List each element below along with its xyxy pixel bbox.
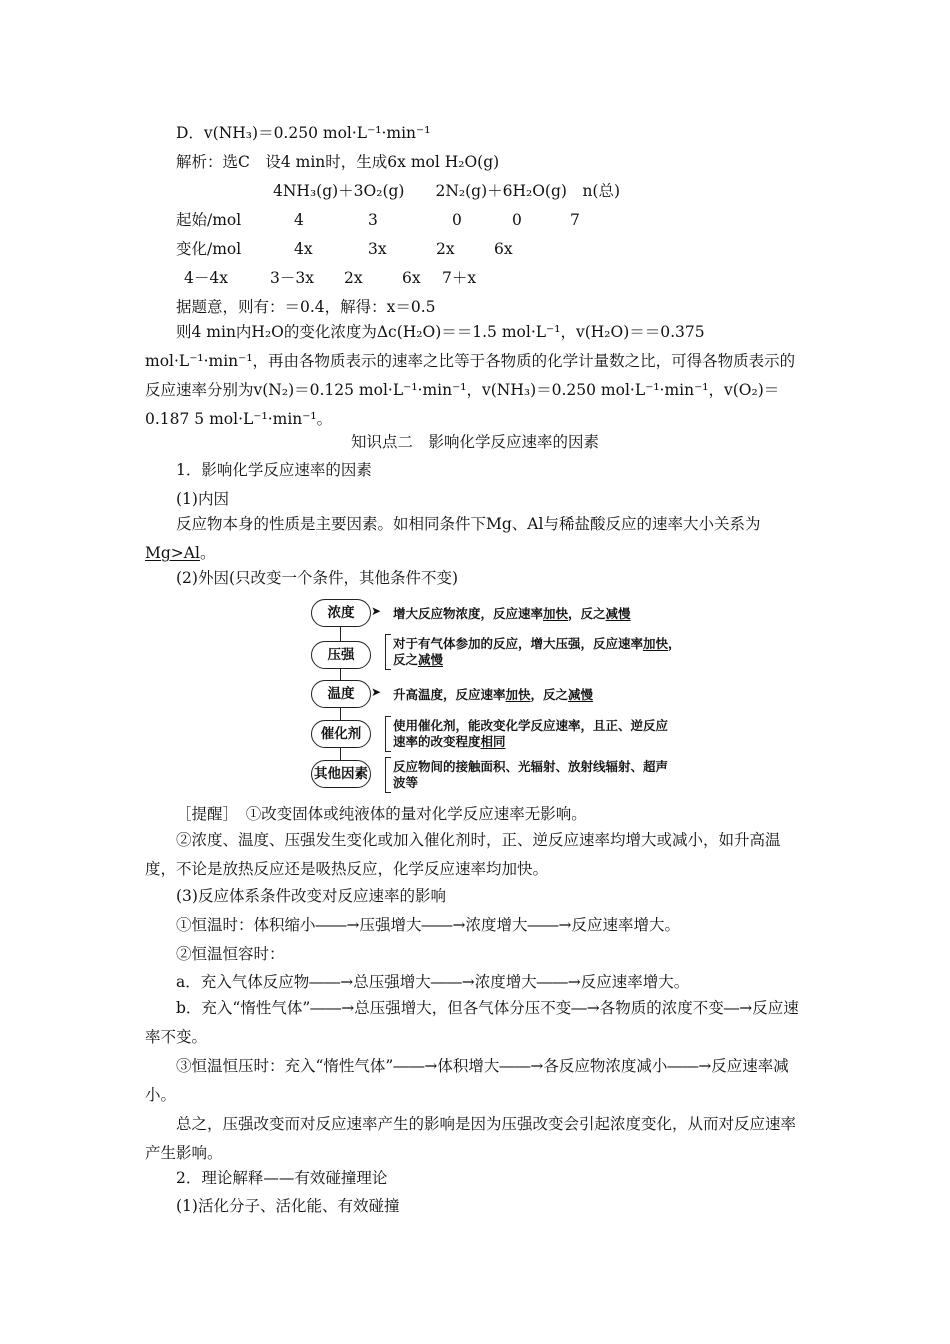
- s1-title: 1．影响化学反应速率的因素: [176, 461, 372, 479]
- desc-text: 反之: [393, 652, 419, 667]
- reminder-2: ②浓度、温度、压强发生变化或加入催化剂时，正、逆反应速率均增大或减小，如升高温度，不论是放热反应还是吸热反应，化学反应速率均加快。: [145, 831, 781, 878]
- desc-pressure: [393, 636, 681, 668]
- summary: 总之，压强改变而对反应速率产生的影响是因为压强改变会引起浓度变化，从而对反应速率产生影响。: [145, 1115, 797, 1162]
- s3-item-2a: a．充入气体反应物――→总压强增大――→浓度增大――→反应速率增大。: [176, 973, 690, 991]
- table-cell: 0: [512, 211, 522, 229]
- desc-text: ，: [668, 636, 681, 651]
- desc-text: 增大反应物浓度，反应速率: [393, 606, 544, 621]
- condition-line: 据题意，则有：＝0.4，解得：x＝0.5: [176, 298, 436, 316]
- blank: 减慢: [568, 687, 594, 702]
- period: 。: [199, 544, 216, 562]
- blank: 加快: [643, 636, 669, 651]
- s1-internal: (1)内因: [176, 490, 229, 508]
- table-cell: 4: [294, 211, 304, 229]
- factors-diagram: [305, 596, 725, 796]
- desc-text: 对于有气体参加的反应，增大压强，反应速率: [393, 636, 644, 651]
- desc-text: ，反之: [568, 606, 606, 621]
- blank: 相同: [480, 734, 506, 749]
- arrow-icon: ➤: [371, 685, 382, 699]
- table-cell: 2x: [436, 240, 455, 258]
- node-temperature: 温度: [311, 680, 371, 708]
- analysis-intro: 解析：选C 设4 min时，生成6x mol H₂O(g): [176, 153, 500, 171]
- desc-catalyst: [393, 718, 668, 750]
- row-label: 变化/mol: [176, 240, 242, 258]
- desc-text: 反应物间的接触面积、光辐射、放射线辐射、超声: [393, 759, 669, 774]
- table-cell: 6x: [494, 240, 513, 258]
- s3-item-2: ②恒温恒容时：: [176, 945, 285, 963]
- table-cell: 3: [368, 211, 378, 229]
- desc-concentration: [393, 606, 631, 622]
- s3-item-3: ③恒温恒压时：充入“惰性气体”――→体积增大――→各反应物浓度减小――→反应速率减小。: [145, 1057, 789, 1104]
- s1-internal-text: [145, 510, 805, 568]
- reaction-equation: 4NH₃(g)＋3O₂(g) 2N₂(g)＋6H₂O(g) n(总): [273, 182, 621, 200]
- desc-text: 波等: [393, 775, 419, 790]
- desc-text: 升高温度，反应速率: [393, 687, 506, 702]
- s3-title: (3)反应体系条件改变对反应速率的影响: [176, 887, 446, 905]
- s3-item-1: ①恒温时：体积缩小――→压强增大――→浓度增大――→反应速率增大。: [176, 916, 680, 934]
- row-label: 起始/mol: [176, 211, 242, 229]
- blank: 加快: [543, 606, 569, 621]
- option-d: D．v(NH₃)＝0.250 mol·L⁻¹·min⁻¹: [176, 124, 431, 142]
- blank: 减慢: [418, 652, 444, 667]
- calc-paragraph: 则4 min内H₂O的变化浓度为Δc(H₂O)＝＝1.5 mol·L⁻¹，v(H₂O)＝＝0.375 mol·L⁻¹·min⁻¹，再由各物质表示的速率之比等于各物质的化学计量数之比，可得各物质表示的反应速率分别为v(N₂)＝0.125 mol·L⁻¹·min⁻¹，v(NH₃)＝0.250 mol·L⁻¹·min⁻¹，v(O₂)＝0.187 5 mol·L⁻¹·min⁻¹。: [145, 323, 796, 428]
- s2-title: 2．理论解释——有效碰撞理论: [176, 1169, 388, 1187]
- bracket: [385, 716, 391, 752]
- table-cell: 7＋x: [442, 269, 477, 287]
- node-catalyst: 催化剂: [311, 720, 371, 748]
- desc-text: ，反之: [530, 687, 569, 702]
- bracket: [385, 757, 391, 793]
- table-row-end: [184, 268, 476, 288]
- desc-text: 使用催化剂，能改变化学反应速率，且正、逆反应: [393, 718, 669, 733]
- desc-text: 速率的改变程度: [393, 734, 481, 749]
- desc-other: [393, 759, 668, 791]
- table-cell: 4－4x: [184, 269, 228, 287]
- table-cell: 3x: [368, 240, 387, 258]
- blank: 加快: [505, 687, 531, 702]
- table-cell: 7: [570, 211, 580, 229]
- table-cell: 3－3x: [270, 269, 314, 287]
- s2-item-1: (1)活化分子、活化能、有效碰撞: [176, 1197, 400, 1215]
- node-other: 其他因素: [311, 760, 371, 788]
- answer-blank: Mg>Al: [145, 544, 200, 562]
- table-cell: 6x: [402, 269, 421, 287]
- internal-text: 反应物本身的性质是主要因素。如相同条件下Mg、Al与稀盐酸反应的速率大小关系为: [176, 515, 761, 533]
- table-row-change: [176, 239, 513, 259]
- node-concentration: 浓度: [311, 599, 371, 627]
- table-row-start: [176, 210, 580, 230]
- s3-item-2b: b．充入“惰性气体”――→总压强增大，但各气体分压不变―→各物质的浓度不变―→反应速率不变。: [145, 999, 799, 1046]
- desc-temperature: [393, 687, 593, 703]
- table-cell: 2x: [344, 269, 363, 287]
- table-cell: 4x: [294, 240, 313, 258]
- blank: 减慢: [605, 606, 631, 621]
- reminder-1: ［提醒］ ①改变固体或纯液体的量对化学反应速率无影响。: [176, 805, 587, 823]
- s1-external: (2)外因(只改变一个条件，其他条件不变): [176, 569, 459, 587]
- table-cell: 0: [452, 211, 462, 229]
- bracket: [385, 634, 391, 670]
- node-pressure: 压强: [311, 641, 371, 669]
- section-title: 知识点二 影响化学反应速率的因素: [350, 433, 599, 451]
- arrow-icon: ➤: [371, 604, 382, 618]
